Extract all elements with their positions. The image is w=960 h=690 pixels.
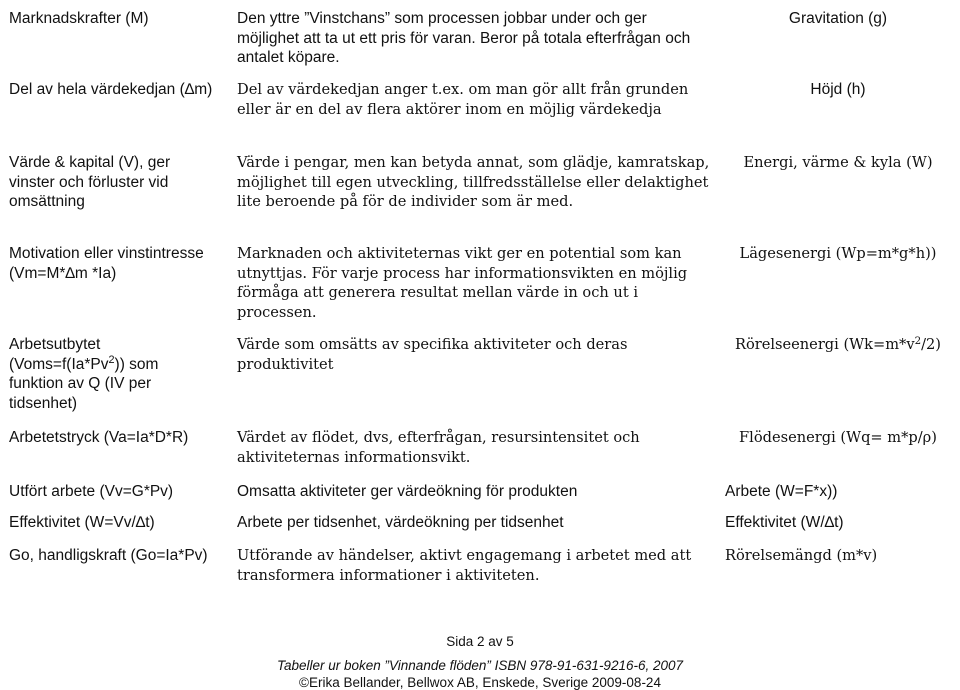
physics-analogy-cell: Rörelsemängd (m*v) xyxy=(725,547,878,564)
superscript: 2 xyxy=(108,354,115,367)
term-cell: Utfört arbete (Vv=G*Pv) xyxy=(9,483,174,500)
term-cell: Marknadskrafter (M) xyxy=(9,10,149,27)
physics-analogy-cell: Höjd (h) xyxy=(810,81,866,98)
analogy-text-part: Rörelseenergi (Wk=m*v xyxy=(734,336,915,353)
physics-analogy-cell: Energi, värme & kyla (W) xyxy=(743,154,933,171)
physics-analogy-cell: Effektivitet (W/∆t) xyxy=(725,514,844,531)
description-cell: Del av värdekedjan anger t.ex. om man gör allt från grunden eller är en del av flera aktörer inom en möjlig värdekedja xyxy=(237,81,689,118)
description-cell: Utförande av händelser, aktivt engagemang i arbetet med att transformera informationer i aktiviteten. xyxy=(237,547,692,584)
superscript: 2 xyxy=(914,335,922,347)
description-cell: Marknaden och aktiviteternas vikt ger en potential som kan utnyttjas. För varje process har informationsvikten en möjlig förmåga att generera resultat mellan värde in och ut i processen. xyxy=(237,245,688,321)
physics-analogy-cell xyxy=(720,335,956,355)
term-cell: Go, handligskraft (Go=Ia*Pv) xyxy=(9,547,208,564)
physics-analogy-cell: Lägesenergi (Wp=m*g*h)) xyxy=(739,245,937,262)
term-text-part: )) som funktion av Q (IV per tidsenhet) xyxy=(9,355,159,412)
term-cell: Motivation eller vinstintresse (Vm=M*∆m *Ia) xyxy=(9,245,204,282)
physics-analogy-cell: Flödesenergi (Wq= m*p/ρ) xyxy=(739,429,937,446)
book-source-note: Tabeller ur boken ”Vinnande flöden” ISBN 978-91-631-9216-6, 2007 xyxy=(276,658,684,673)
physics-analogy-cell: Arbete (W=F*x)) xyxy=(725,483,838,500)
description-cell: Värde som omsätts av specifika aktiviteter och deras produktivitet xyxy=(237,336,628,373)
description-cell: Den yttre ”Vinstchans” som processen jobbar under och ger möjlighet att ta ut ett pris för varan. Beror på totala efterfrågan och antalet köpare. xyxy=(237,10,691,66)
term-cell xyxy=(9,335,215,413)
description-cell: Värde i pengar, men kan betyda annat, som glädje, kamratskap, möjlighet till egen utveckling, tillfredsställelse eller delaktighet lite beroende på för de individer som är med. xyxy=(237,154,710,210)
analogy-text-part: /2) xyxy=(921,336,942,353)
description-cell: Omsatta aktiviteter ger värdeökning för produkten xyxy=(237,483,578,500)
copyright-note: ©Erika Bellander, Bellwox AB, Enskede, Sverige 2009-08-24 xyxy=(299,675,661,690)
page-number: Sida 2 av 5 xyxy=(446,634,514,649)
term-cell: Del av hela värdekedjan (∆m) xyxy=(9,81,213,98)
description-cell: Värdet av flödet, dvs, efterfrågan, resursintensitet och aktiviteternas informationsvikt. xyxy=(237,429,640,466)
physics-analogy-cell: Gravitation (g) xyxy=(788,10,888,27)
description-cell: Arbete per tidsenhet, värdeökning per tidsenhet xyxy=(237,514,564,531)
term-text-part: Arbetsutbytet (Voms=f(Ia*Pv xyxy=(9,336,109,373)
term-cell: Värde & kapital (V), ger vinster och förluster vid omsättning xyxy=(9,154,171,210)
term-cell: Arbetetstryck (Va=Ia*D*R) xyxy=(9,429,189,446)
term-cell: Effektivitet (W=Vv/∆t) xyxy=(9,514,155,531)
